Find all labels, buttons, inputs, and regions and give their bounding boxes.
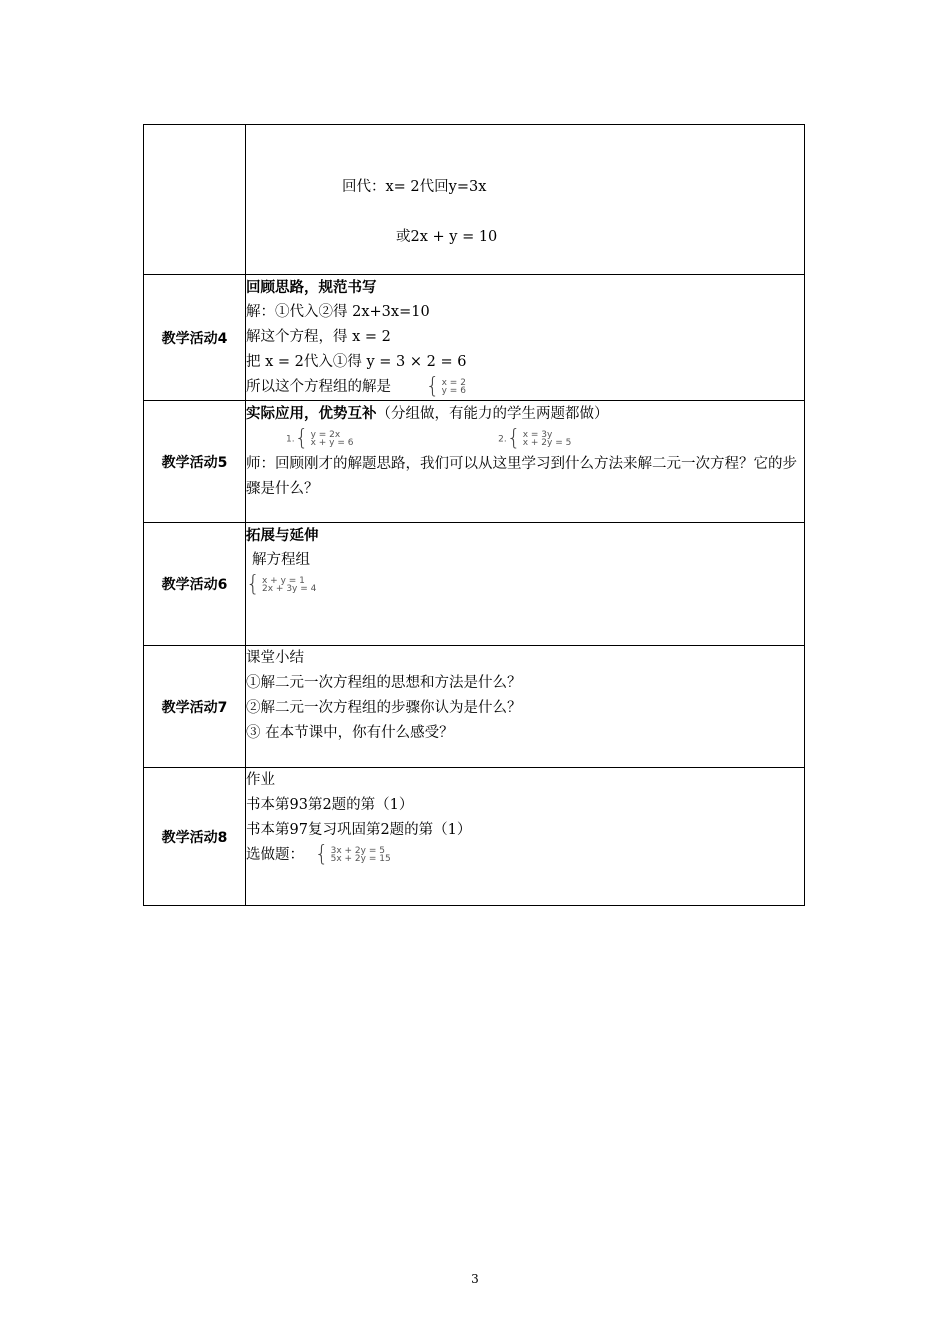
row-label: 教学活动7 — [144, 646, 246, 768]
homework-title: 作业 — [246, 772, 275, 788]
brace-icon: { — [314, 842, 329, 867]
row-label: 教学活动8 — [144, 768, 246, 906]
solution-step: 解：①代入②得 2x+3x=10 — [246, 304, 430, 320]
teacher-question: 师：回顾刚才的解题思路，我们可以从这里学习到什么方法来解二元一次方程？它的步骤是什么？ — [246, 456, 797, 497]
problem-number: 2. — [498, 434, 507, 445]
row-label — [144, 125, 246, 275]
row-content — [246, 768, 805, 906]
row-content — [246, 275, 805, 401]
page-number: 3 — [471, 1272, 479, 1286]
equation: 5x + 2y = 15 — [330, 854, 391, 864]
brace-icon: { — [506, 426, 521, 451]
row-content — [246, 523, 805, 646]
equation: y = 6 — [441, 386, 466, 396]
row-label: 教学活动4 — [144, 275, 246, 401]
row-content — [246, 401, 805, 523]
problem-number: 1. — [286, 434, 295, 445]
equation: 3x + 2y = 5 — [330, 846, 385, 856]
table-row — [144, 275, 805, 401]
lesson-plan-table — [143, 124, 805, 906]
row-label: 教学活动6 — [144, 523, 246, 646]
solution-step: 把 x = 2代入①得 y = 3 × 2 = 6 — [246, 354, 467, 370]
equation: x + y = 6 — [310, 438, 354, 448]
homework-item: 书本第97复习巩固第2题的第（1） — [246, 822, 472, 838]
solution-step: 解这个方程，得 x = 2 — [246, 329, 391, 345]
equation: x + y = 1 — [262, 576, 305, 586]
solution-text: 所以这个方程组的解是 — [246, 379, 391, 395]
equation: x = 3y — [522, 430, 553, 440]
practice-problems — [246, 427, 804, 452]
row-label: 教学活动5 — [144, 401, 246, 523]
problem-2 — [498, 426, 572, 451]
table-row — [144, 768, 805, 906]
equation-system — [425, 374, 466, 399]
summary-question: ②解二元一次方程组的步骤你认为是什么？ — [246, 700, 522, 716]
equation: x = 2 — [441, 378, 466, 388]
problem-1 — [286, 426, 354, 451]
table-row — [144, 523, 805, 646]
table-row — [144, 646, 805, 768]
table-row — [144, 125, 805, 275]
equation: 2x + 3y = 4 — [262, 584, 317, 594]
brace-icon: { — [246, 572, 260, 597]
summary-title: 课堂小结 — [246, 650, 304, 666]
homework-item: 书本第93第2题的第（1） — [246, 797, 414, 813]
summary-question: ①解二元一次方程组的思想和方法是什么？ — [246, 675, 522, 691]
equation-system — [314, 842, 391, 867]
section-heading: 实际应用，优势互补 — [246, 405, 377, 422]
section-heading: 拓展与延伸 — [246, 527, 319, 544]
solution-step — [246, 375, 804, 400]
equation: y = 2x — [310, 430, 341, 440]
back-substitution-line: 回代：x= 2代回y=3x — [342, 179, 487, 195]
alternative-equation-line: 或2x + y = 10 — [396, 229, 498, 245]
table-row — [144, 401, 805, 523]
task-text: 解方程组 — [252, 552, 310, 568]
row-content — [246, 646, 805, 768]
equation: x + 2y = 5 — [522, 438, 572, 448]
optional-label: 选做题： — [246, 847, 304, 863]
heading-note: （分组做，有能力的学生两题都做） — [376, 406, 609, 422]
equation-system — [246, 572, 317, 597]
brace-icon: { — [294, 426, 309, 451]
homework-item — [246, 843, 804, 868]
section-heading-line — [246, 401, 804, 427]
section-heading: 回顾思路，规范书写 — [246, 279, 377, 296]
summary-question: ③ 在本节课中，你有什么感受？ — [246, 725, 454, 741]
row-content — [246, 125, 805, 275]
brace-icon: { — [425, 374, 440, 399]
task-system-line — [246, 573, 804, 598]
